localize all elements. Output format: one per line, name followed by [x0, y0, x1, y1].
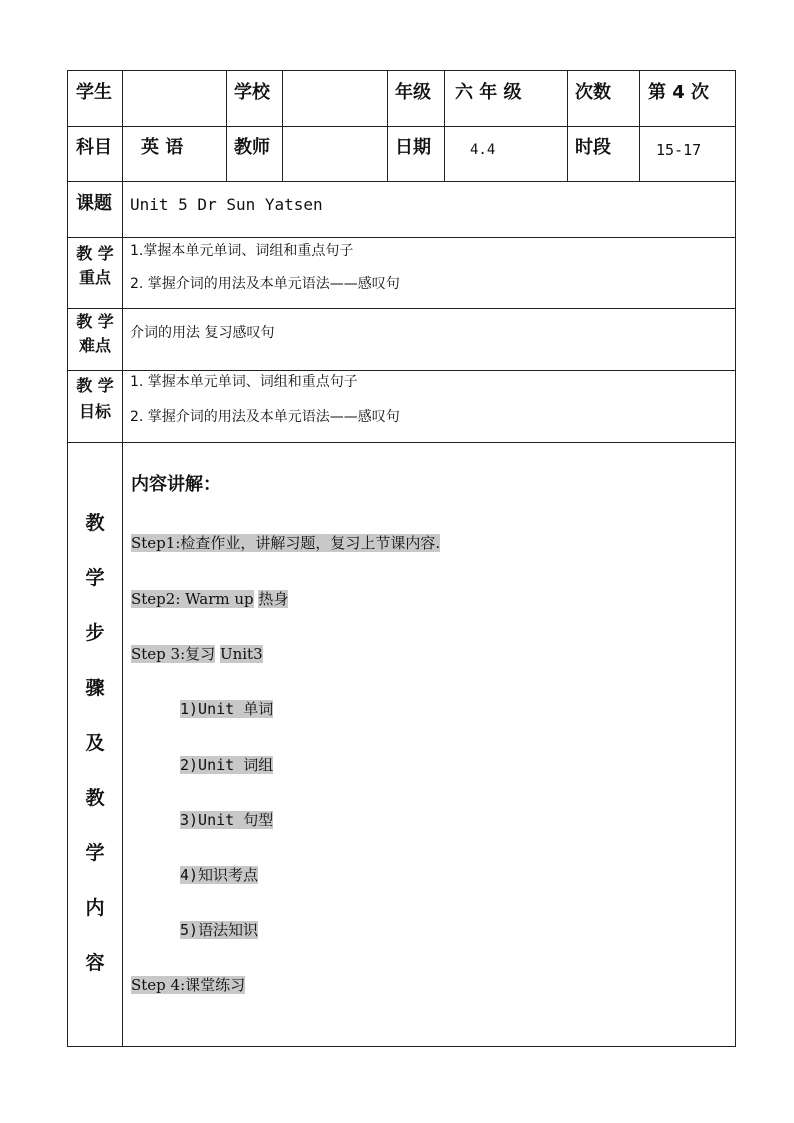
- objective-item: 1. 掌握本单元单词、词组和重点句子: [130, 374, 358, 390]
- subject-label: 科目: [76, 137, 112, 158]
- sub-item-text: 5)语法知识: [180, 921, 259, 939]
- sub-item: [180, 864, 258, 886]
- period-value: 15-17: [656, 141, 702, 159]
- step1-text: Step1:检查作业，讲解习题，复习上节课内容.: [131, 534, 441, 552]
- lesson-plan-table: [67, 70, 736, 1047]
- date-value: 4.4: [470, 142, 496, 158]
- sub-item-text: 1)Unit 单词: [180, 700, 274, 718]
- times-label: 次数: [575, 82, 611, 103]
- period-label: 时段: [575, 137, 611, 158]
- key-points-label-2: 重点: [78, 268, 111, 287]
- side-label-char: 内: [85, 897, 105, 919]
- sub-item: [180, 698, 273, 720]
- step2-text-b: 热身: [258, 590, 289, 608]
- times-value: 第 4 次: [648, 82, 710, 103]
- school-label: 学校: [234, 82, 270, 103]
- row-divider: [67, 237, 736, 238]
- row-divider: [67, 308, 736, 309]
- content-heading: 内容讲解：: [131, 474, 221, 495]
- step3: [131, 643, 263, 665]
- side-label-char: 学: [85, 567, 105, 589]
- student-label: 学生: [76, 82, 112, 103]
- step2: [131, 588, 288, 610]
- sub-item: [180, 809, 273, 831]
- objectives-label-1: 教 学: [76, 376, 114, 395]
- sub-item-text: 2)Unit 词组: [180, 756, 274, 774]
- row-divider: [67, 126, 736, 127]
- sub-item: [180, 754, 273, 776]
- sub-item-text: 4)知识考点: [180, 866, 259, 884]
- objectives-label-2: 目标: [78, 402, 111, 421]
- side-label-char: 学: [85, 842, 105, 864]
- objective-item: 2. 掌握介词的用法及本单元语法——感叹句: [130, 409, 400, 425]
- col-divider: [282, 70, 283, 181]
- step1: [131, 532, 440, 554]
- step4: [131, 974, 245, 996]
- col-divider: [639, 70, 640, 181]
- teacher-label: 教师: [234, 137, 270, 158]
- col-divider: [387, 70, 388, 181]
- row-divider: [67, 442, 736, 443]
- col-divider: [444, 70, 445, 181]
- col-divider: [226, 70, 227, 181]
- side-label-char: 步: [85, 622, 105, 644]
- sub-item-text: 3)Unit 句型: [180, 811, 274, 829]
- difficulties-label-1: 教 学: [76, 312, 114, 331]
- grade-value: 六 年 级: [455, 82, 522, 103]
- step3-text-a: Step 3:复习: [131, 645, 216, 663]
- grade-label: 年级: [395, 82, 431, 103]
- date-label: 日期: [395, 137, 431, 158]
- key-points-label-1: 教 学: [76, 244, 114, 263]
- col-divider: [567, 70, 568, 181]
- key-point-item: 1.掌握本单元单词、词组和重点句子: [130, 243, 354, 259]
- subject-value: 英 语: [141, 137, 184, 158]
- step2-text-a: Step2: Warm up: [131, 590, 254, 608]
- difficulties-value: 介词的用法 复习感叹句: [130, 325, 275, 341]
- row-divider: [67, 181, 736, 182]
- side-label-char: 容: [85, 952, 105, 974]
- side-label-char: 骤: [85, 677, 105, 699]
- topic-label: 课题: [76, 193, 112, 214]
- side-label-char: 教: [85, 787, 105, 809]
- difficulties-label-2: 难点: [78, 336, 111, 355]
- step3-text-b: Unit3: [219, 645, 263, 663]
- step4-text: Step 4:课堂练习: [131, 976, 246, 994]
- topic-value: Unit 5 Dr Sun Yatsen: [130, 195, 323, 214]
- side-label-char: 及: [85, 732, 105, 754]
- sub-item: [180, 919, 258, 941]
- key-point-item: 2. 掌握介词的用法及本单元语法——感叹句: [130, 276, 400, 292]
- side-label-char: 教: [85, 512, 105, 534]
